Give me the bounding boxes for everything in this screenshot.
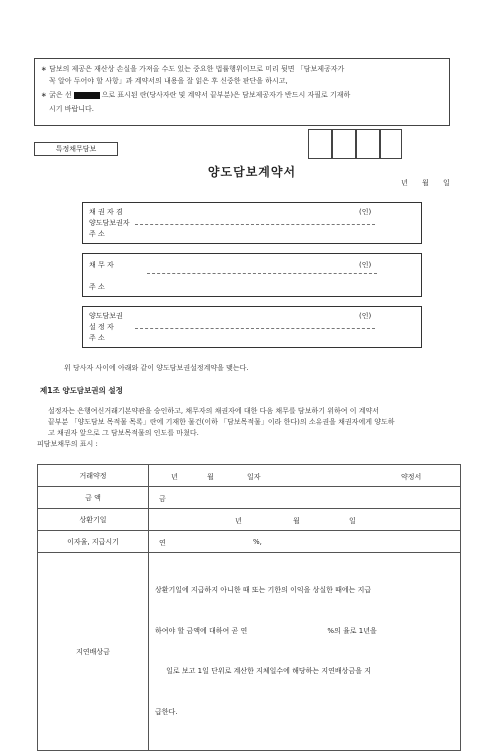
date-day: 일 xyxy=(443,179,450,187)
row-label-due-date: 상환기일 xyxy=(38,509,149,531)
contract-day: 일자 xyxy=(247,472,261,481)
row-label-late-fee: 지연배상금 xyxy=(38,553,149,751)
row-label-interest: 이자율, 지급시기 xyxy=(38,531,149,553)
creditor-holder-label: 양도담보권자 xyxy=(89,219,130,227)
notice-line-3-end: 으로 표시된 란(당사자란 및 계약서 끝부분)은 담보제공자가 반드시 자필로 기재하 xyxy=(101,91,351,99)
debtor-seal[interactable]: (인) xyxy=(359,261,372,269)
contract-document: 약정서 xyxy=(401,472,422,481)
creditor-name-line[interactable] xyxy=(135,224,375,225)
secured-debt-table xyxy=(37,464,461,751)
approval-stamp-box-3[interactable] xyxy=(356,129,380,159)
notice-line-4: 시기 바랍니다. xyxy=(49,105,95,113)
agreement-statement: 위 당사자 사이에 아래와 같이 양도담보권설정계약을 맺는다. xyxy=(64,364,249,372)
notice-box xyxy=(34,58,450,126)
document-title: 양도담보계약서 xyxy=(207,165,297,179)
creditor-seal[interactable]: (인) xyxy=(359,208,372,216)
notice-line-3-start: ∗ 굵은 선 xyxy=(41,91,72,99)
approval-stamp-box-2[interactable] xyxy=(332,129,356,159)
contract-date-cell[interactable] xyxy=(149,465,461,487)
row-label-amount: 금 액 xyxy=(38,487,149,509)
debtor-box xyxy=(82,253,422,297)
amount-cell[interactable] xyxy=(149,487,461,509)
contract-year: 년 xyxy=(171,472,178,481)
late-fee-line-3: 일로 보고 1일 단위로 계산한 지체일수에 해당하는 지연배상금을 지 xyxy=(155,667,371,675)
grantor-box xyxy=(82,306,422,348)
grantor-name-line[interactable] xyxy=(135,328,375,329)
article-1-heading: 제1조 양도담보권의 설정 xyxy=(40,386,123,395)
grantor-holder-label: 양도담보권 xyxy=(89,312,123,320)
creditor-box xyxy=(82,202,422,244)
amount-prefix: 금 xyxy=(159,494,166,503)
notice-line-1: ∗ 담보의 제공은 재산상 손실을 가져올 수도 있는 중요한 법률행위이므로 미리 뒷면 「담보제공자가 xyxy=(41,65,345,73)
contract-month: 월 xyxy=(207,472,214,481)
due-month: 월 xyxy=(293,516,300,525)
due-year: 년 xyxy=(235,516,242,525)
table-row xyxy=(38,509,461,531)
interest-percent: %, xyxy=(253,537,262,546)
late-fee-line-4: 급한다. xyxy=(155,707,178,716)
late-fee-line-1: 상환기일에 지급하지 아니한 때 또는 기한의 이익을 상실한 때에는 지급 xyxy=(155,586,372,594)
debtor-name-label: 채 무 자 xyxy=(89,261,114,269)
late-fee-line-2: 하여야 할 금액에 대하여 곧 연 %의 율로 1년을 xyxy=(155,626,377,635)
grantor-setter-label: 설 정 자 xyxy=(89,323,114,331)
article-1-line-3: 고 채권자 앞으로 그 담보목적물의 인도를 마쳤다. xyxy=(48,429,199,437)
date-year: 년 xyxy=(401,179,408,187)
table-row xyxy=(38,553,461,751)
interest-cell[interactable] xyxy=(149,531,461,553)
approval-stamp-box-4[interactable] xyxy=(380,129,402,159)
table-row xyxy=(38,487,461,509)
debtor-address-label: 주 소 xyxy=(89,283,105,291)
due-day: 일 xyxy=(349,516,356,525)
table-row xyxy=(38,531,461,553)
doc-type-box: 특정채무담보 xyxy=(34,142,118,156)
interest-prefix: 연 xyxy=(159,538,166,547)
notice-line-2: 꼭 알아 두어야 할 사항」과 계약서의 내용을 잘 읽은 후 신중한 판단을 하시고, xyxy=(49,77,288,85)
secured-debt-caption: 피담보채무의 표시 : xyxy=(37,440,98,448)
creditor-name-label: 채 권 자 겸 xyxy=(89,208,123,216)
notice-line-3 xyxy=(41,89,350,101)
date-month: 월 xyxy=(422,179,429,187)
article-1-line-2: 끝부분 「양도담보 목적물 목록」란에 기재한 물건(이하 「담보목적물」이라 한다)의 소유권을 채권자에게 양도하 xyxy=(48,418,395,426)
row-label-contract: 거래약정 xyxy=(38,465,149,487)
debtor-name-line[interactable] xyxy=(147,273,377,274)
grantor-seal[interactable]: (인) xyxy=(359,312,372,320)
article-1-line-1: 설정자는 은행여신거래기본약관을 승인하고, 채무자의 채권자에 대한 다음 채무를 담보하기 위하여 이 계약서 xyxy=(48,407,379,415)
table-row xyxy=(38,465,461,487)
approval-stamp-box-1[interactable] xyxy=(308,129,332,159)
creditor-address-label: 주 소 xyxy=(89,230,105,238)
bold-line-marker xyxy=(74,92,100,99)
due-date-cell[interactable] xyxy=(149,509,461,531)
late-fee-cell[interactable] xyxy=(149,553,461,751)
grantor-address-label: 주 소 xyxy=(89,334,105,342)
